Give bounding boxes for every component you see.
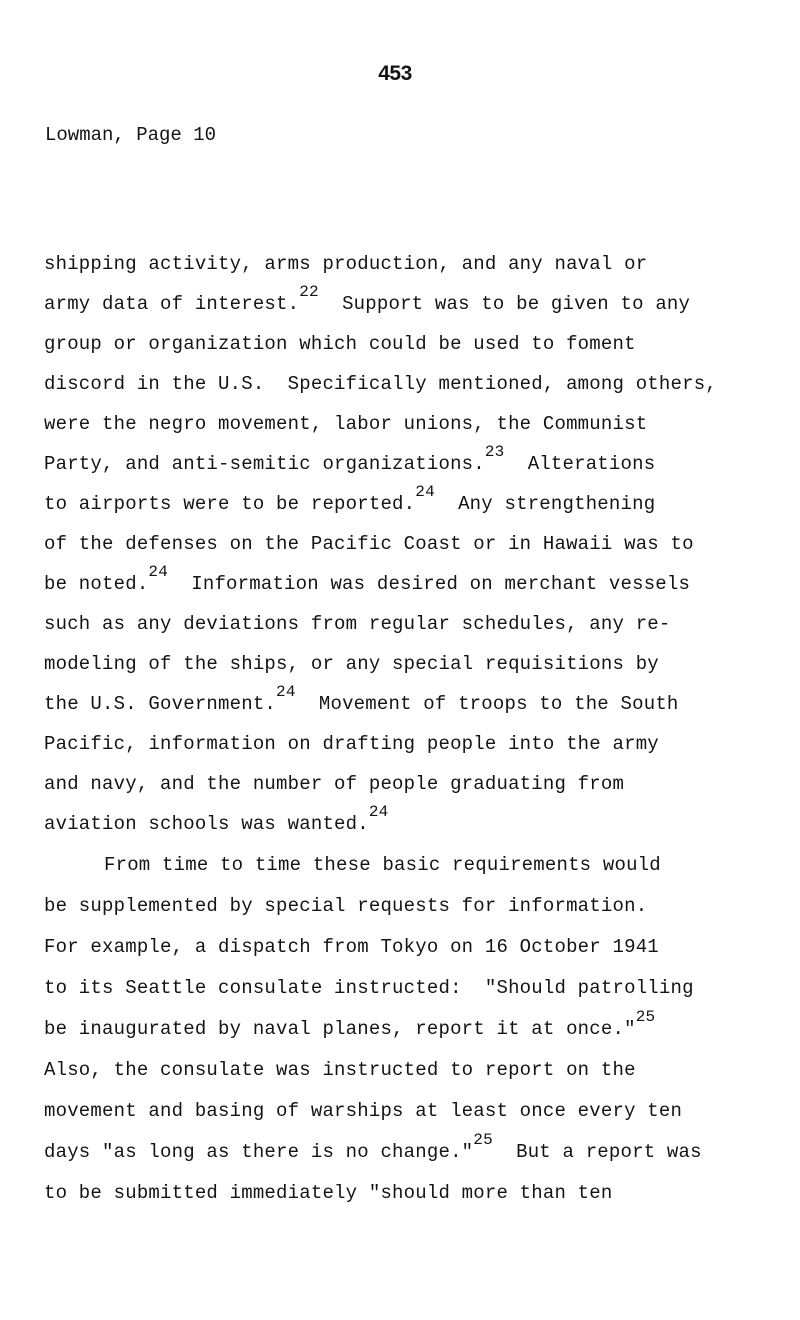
text-line: Also, the consulate was instructed to report on the [44, 1059, 636, 1081]
text-line: and navy, and the number of people graduating from [44, 773, 625, 795]
footnote-ref: 25 [635, 1008, 656, 1026]
footnote-ref: 22 [299, 283, 319, 301]
text-line: army data of interest.$^{22}$ Support was to be given to any [44, 283, 691, 315]
text-line: to airports were to be reported.$^{24}$ Any strengthening [44, 483, 656, 515]
text-line: discord in the U.S. Specifically mentioned, among others, [44, 373, 717, 395]
text-line: to be submitted immediately "should more than ten [44, 1182, 613, 1204]
text-line: movement and basing of warships at least once every ten [44, 1100, 683, 1122]
text-line: From time to time these basic requirements would [104, 854, 661, 876]
text-line: shipping activity, arms production, and any naval or [44, 253, 648, 275]
footnote-ref: 24 [415, 483, 435, 501]
text-line: such as any deviations from regular schedules, any re- [44, 613, 671, 635]
text-line: be noted.$^{24}$ Information was desired on merchant vessels [44, 563, 691, 595]
text-line: were the negro movement, labor unions, the Communist [44, 413, 648, 435]
text-line: modeling of the ships, or any special requisitions by [44, 653, 659, 675]
text-line: the U.S. Government.$^{24}$ Movement of troops to the South [44, 683, 679, 715]
text-line: days "as long as there is no change."$^{25}$ But a report was [44, 1131, 702, 1163]
footnote-ref: 25 [473, 1131, 493, 1149]
footnote-ref: 24 [148, 563, 169, 581]
text-line: of the defenses on the Pacific Coast or in Hawaii was to [44, 533, 694, 555]
text-line: be supplemented by special requests for information. [44, 895, 648, 917]
footnote-ref: 23 [484, 443, 505, 461]
text-line: Party, and anti-semitic organizations.$^{23}$ Alterations [44, 443, 656, 475]
text-line: be inaugurated by naval planes, report it at once."$^{25}$ [44, 1008, 656, 1040]
text-line: aviation schools was wanted.$^{24}$ [44, 803, 389, 835]
text-line: Pacific, information on drafting people into the army [44, 733, 659, 755]
text-line: group or organization which could be used to foment [44, 333, 636, 355]
running-head: Lowman, Page 10 [45, 124, 217, 146]
page-number: 453 [378, 62, 412, 85]
text-line: For example, a dispatch from Tokyo on 16 October 1941 [44, 936, 659, 958]
footnote-ref: 24 [368, 803, 389, 821]
footnote-ref: 24 [276, 683, 296, 701]
text-line: to its Seattle consulate instructed: "Should patrolling [44, 977, 694, 999]
